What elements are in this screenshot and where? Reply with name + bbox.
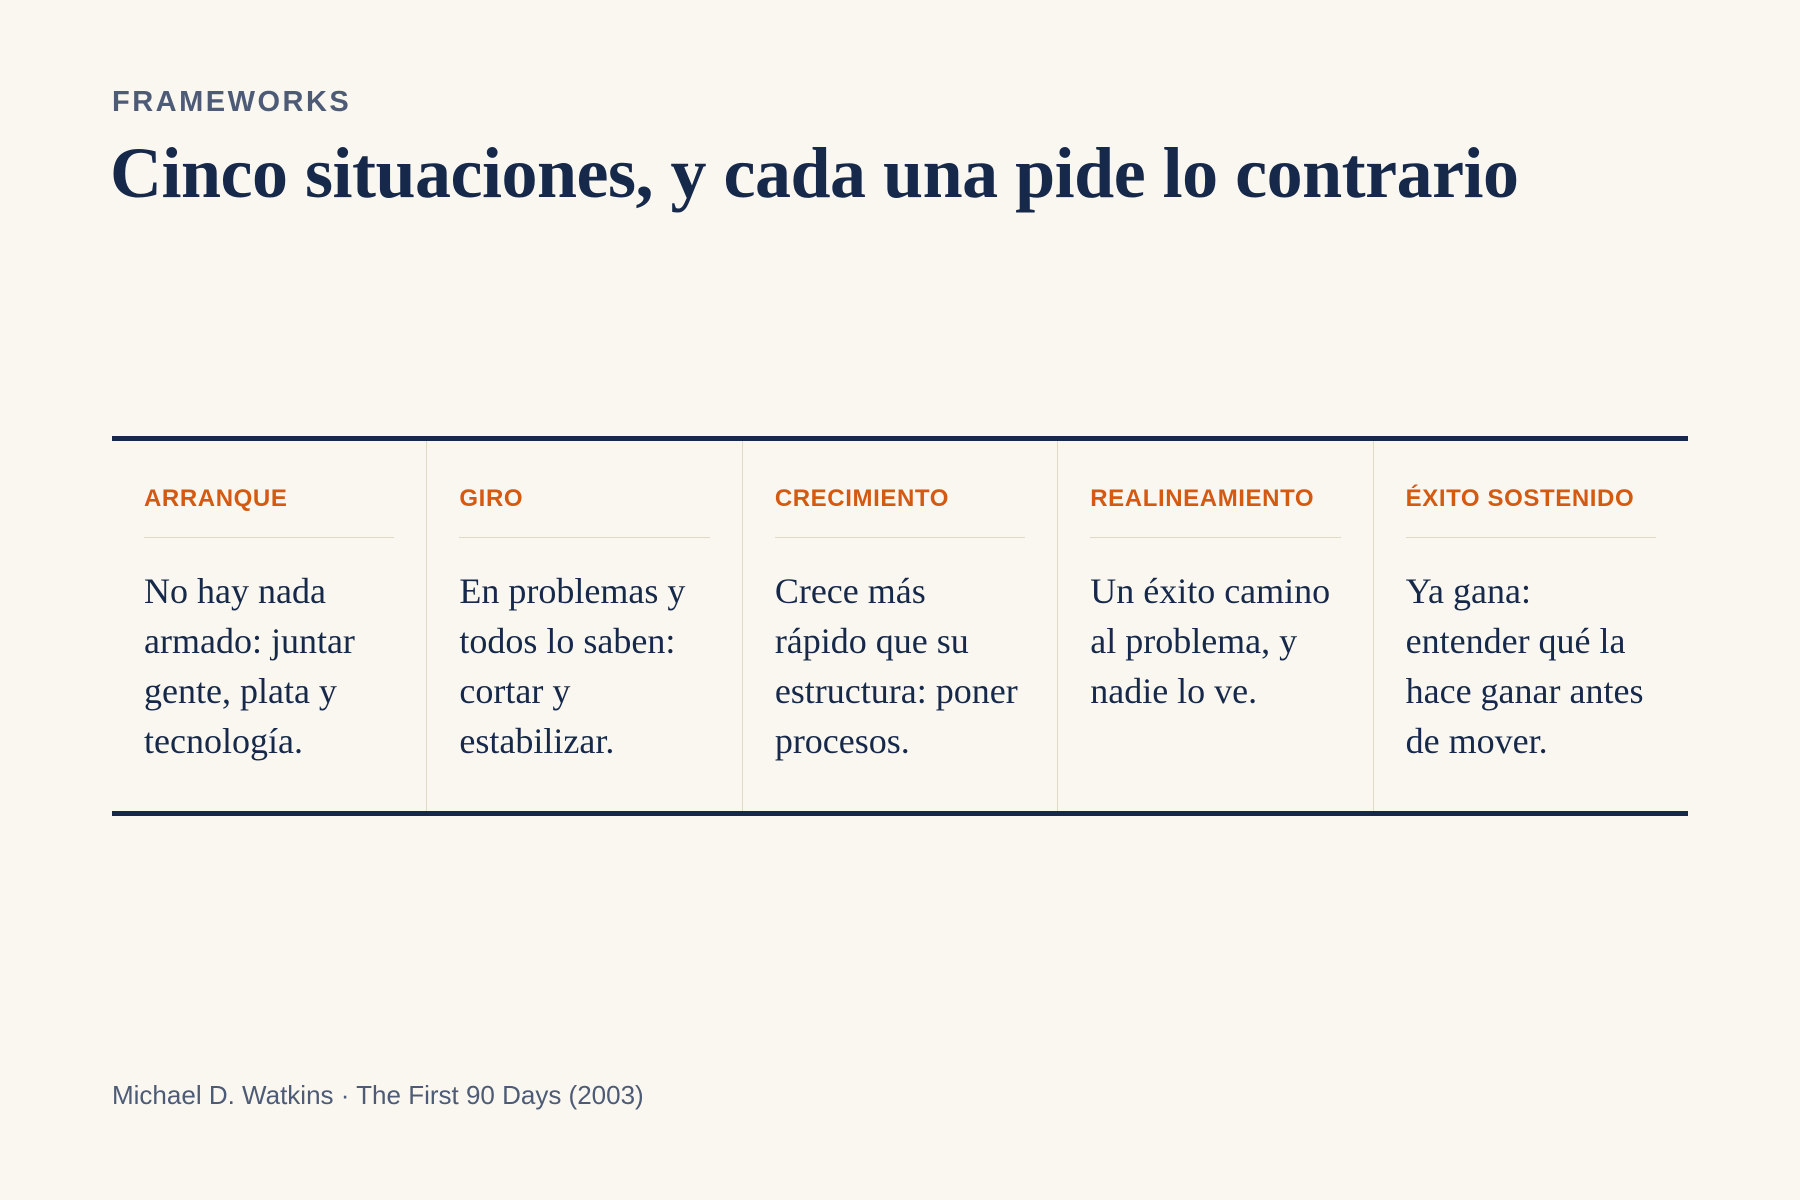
column-giro <box>426 441 741 811</box>
column-description: En problemas y todos lo saben: cortar y estabilizar. <box>459 571 686 761</box>
column-realineamiento <box>1057 441 1372 811</box>
column-description: No hay nada armado: juntar gente, plata y tecnología. <box>144 571 355 761</box>
column-exito-sostenido <box>1373 441 1688 811</box>
column-description: Crece más rápido que su estructura: poner procesos. <box>774 571 1018 761</box>
column-description: Ya gana: entender qué la hace ganar antes de mover. <box>1405 571 1644 761</box>
situations-table <box>112 436 1688 816</box>
column-crecimiento <box>742 441 1057 811</box>
section-eyebrow: FRAMEWORKS <box>112 86 352 118</box>
column-description: Un éxito camino al problema, y nadie lo ve. <box>1090 571 1331 711</box>
page-title: Cinco situaciones, y cada una pide lo contrario <box>110 133 1519 213</box>
source-citation: Michael D. Watkins · The First 90 Days (2003) <box>112 1080 644 1110</box>
column-label: GIRO <box>459 485 709 538</box>
column-label: ÉXITO SOSTENIDO <box>1406 485 1656 538</box>
column-label: ARRANQUE <box>144 485 394 538</box>
column-label: CRECIMIENTO <box>775 485 1025 538</box>
column-arranque <box>112 441 426 811</box>
column-label: REALINEAMIENTO <box>1090 485 1340 538</box>
